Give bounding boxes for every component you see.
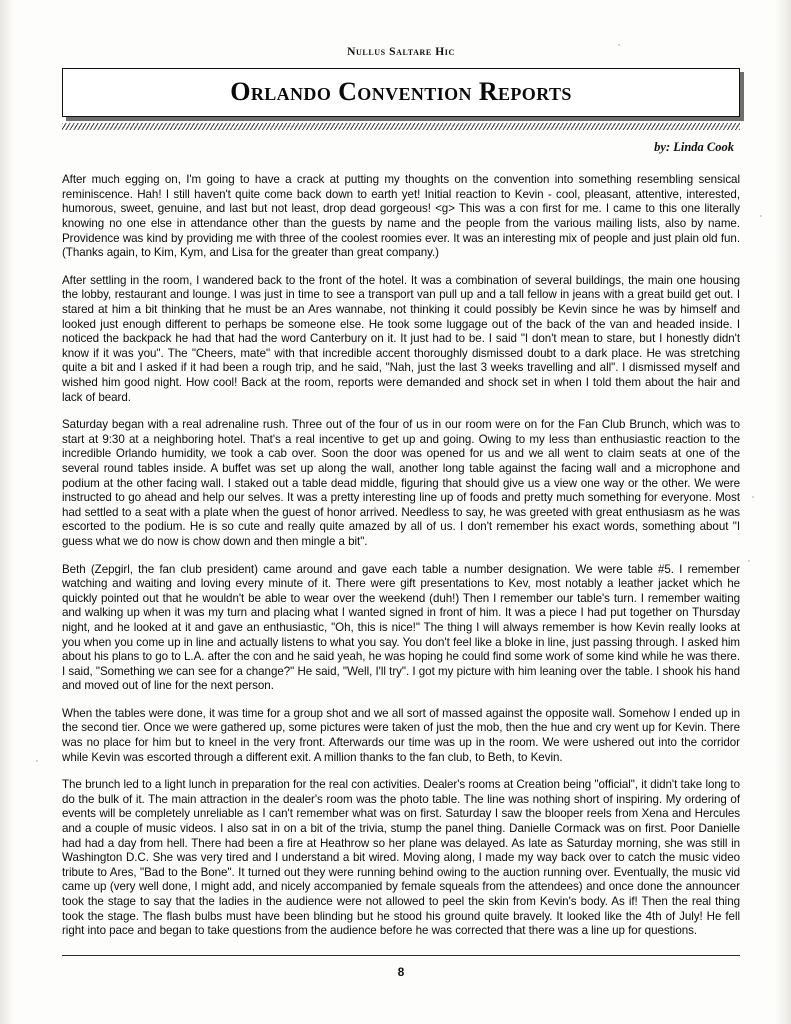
page-title: Orlando Convention Reports (230, 77, 572, 106)
title-banner (62, 68, 740, 117)
article-body (62, 173, 740, 939)
scan-speck (760, 215, 762, 217)
page-footer (62, 955, 740, 979)
paragraph: The brunch led to a light lunch in preparation for the real con activities. Dealer's rooms at Creation being "official", it didn't take long to do the bulk of it. The main attraction in the dealer's room was the photo table. The line was nothing short of inspiring. My ordering of events will be completely unreliable as I can't remember what was on first. Saturday I saw the blooper reels from Xena and Hercules and a couple of music videos. I also sat in on a bit of the trivia, stump the panel thing. Danielle Cormack was on first. Poor Danielle had had a day from hell. There had been a fire at Heathrow so her plane was delayed. As late as Saturday morning, she was still in Washington D.C. She was very tired and I understand a bit wired. Moving along, I made my way back over to catch the music video tribute to Ares, "Bad to the Bone". It turned out they were running behind owing to the auction running over. Eventually, the music vid came up (very well done, I might add, and nicely accompanied by female squeals from the attendees) and once done the announcer took the stage to say that the ladies in the audience were not allowed to peel the skin from Kevin's body. As if! Then the real thing took the stage. The flash bulbs must have been blinding but he stood his ground quite bravely. It looked like the 4th of July! He fell right into pace and began to take questions from the audience before he was corrected that there was a line up for questions. (62, 778, 740, 938)
paragraph: Saturday began with a real adrenaline rush. Three out of the four of us in our room were on for the Fan Club Brunch, which was to start at 9:30 at a neighboring hotel. That's a real incentive to get up and going. Owing to my less than enthusiastic reaction to the incredible Orlando humidity, we took a cab over. Soon the door was opened for us and we all went to claim seats at one of the several round tables inside. A buffet was set up along the wall, another long table against the facing wall and a microphone and podium at the other facing wall. I staked out a table dead middle, figuring that should give us a view one way or the other. We were instructed to go ahead and help our selves. It was a pretty interesting line up of foods and pretty much something for everyone. Most had settled to a seat with a plate when the guest of honor arrived. Needless to say, he was greeted with great enthusiasm as he was escorted to the podium. He is so cute and really quite amazed by all of us. I don't remember his exact words, something about "I guess what we do now is chow down and then mingle a bit". (62, 418, 740, 548)
scan-speck (36, 760, 38, 762)
paragraph: When the tables were done, it was time for a group shot and we all sort of massed against the opposite wall. Somehow I ended up in the second tier. Once we were gathered up, some pictures were taken of just the mob, then the hue and cry went up for Kevin. There was no place for him but to kneel in the very front. Afterwards our time was up in the room. We were ushered out into the corridor while Kevin was escorted through a different exit. A million thanks to the fan club, to Beth, to Kevin. (62, 706, 740, 764)
footer-divider (62, 955, 740, 956)
byline: by: Linda Cook (654, 140, 734, 155)
hatched-rule (62, 123, 740, 130)
page-content (62, 28, 740, 952)
scan-speck (752, 496, 754, 498)
running-head: Nullus Saltare Hic (347, 46, 455, 58)
paragraph: After much egging on, I'm going to have a crack at putting my thoughts on the convention into something resembling sensical reminiscence. Hah! I still haven't quite come back down to earth yet! Initial reaction to Kevin - cool, pleasant, attentive, interested, humorous, sweet, genuine, and last but not least, drop dead gorgeous! <g> This was a con first for me. I came to this one literally knowing no one else in attendance other than the guests by name and the people from the various mailing lists, also by name. Providence was kind by providing me with three of the coolest roomies ever. It was an interesting mix of people and just plain old fun. (Thanks again, to Kim, Kym, and Lisa for the greater than great company.) (62, 173, 740, 260)
page-number: 8 (397, 965, 405, 979)
paragraph: After settling in the room, I wandered back to the front of the hotel. It was a combination of several buildings, the main one housing the lobby, restaurant and lounge. I was just in time to see a transport van pull up and a tall fellow in jeans with a great build get out. I stared at him a bit thinking that he must be an Ares wannabe, not thinking it could possibly be Kevin since he was by himself and looked just enough different to perhaps be someone else. He took some luggage out of the back of the van and headed inside. I noticed the backpack he had that had the word Canterbury on it. It just had to be. I said "I don't mean to stare, but I honestly didn't know if it was you". The "Cheers, mate" with that incredible accent thoroughly dismissed doubt to a dark place. He was stretching quite a bit and I asked if it had been a rough trip, and he said, "Nah, just the last 3 weeks travelling and all". I dismissed myself and wished him good night. How cool! Back at the room, reports were demanded and shock set in when I told them about the hair and lack of beard. (62, 273, 740, 404)
scan-speck (748, 560, 750, 562)
paragraph: Beth (Zepgirl, the fan club president) came around and gave each table a number designation. We were table #5. I remember watching and waiting and loving every minute of it. There were gift presentations to Kev, most notably a leather jacket which he quickly pointed out that he wouldn't be able to wear over the weekend (duh!) Then I remember our table's turn. I remember waiting and walking up when it was my turn and placing what I wanted signed in front of him. It was a piece I had put together on Thursday night, and he looked at it and gave an enthusiastic, "Oh, this is nice!" The thing I will always remember is how Kevin really looks at you when you come up in line and actually listens to what you say. You don't feel like a bloke in line, just passing through. I asked him about his plans to go to L.A. after the con and he said yeah, he was hoping he could find some work of some kind while he was there. I said, "Something we can see for a change?" He said, "Well, I'll try". I got my picture with him leaning over the table. I shook his hand and moved out of line for the next person. (62, 562, 740, 693)
